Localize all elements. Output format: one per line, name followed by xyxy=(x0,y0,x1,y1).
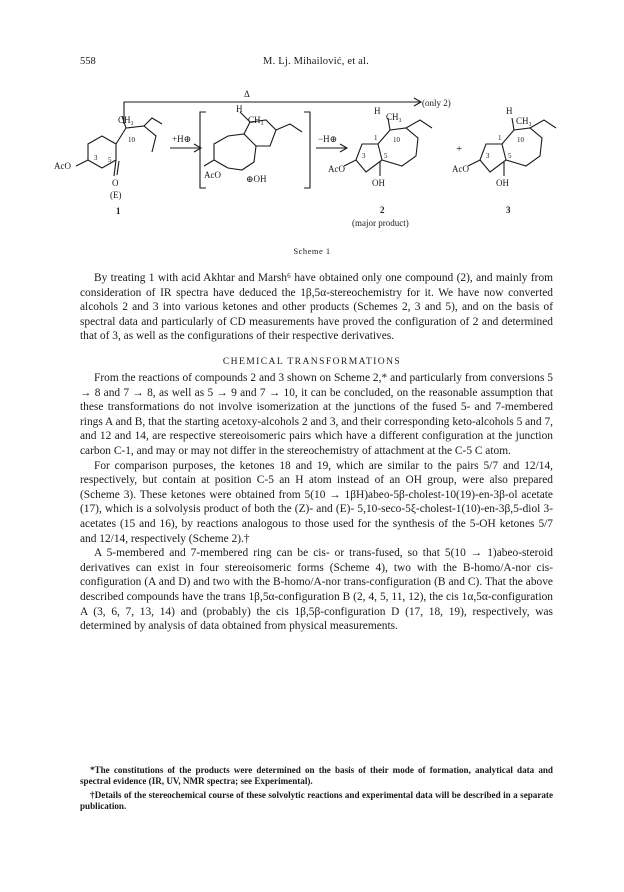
page-number: 558 xyxy=(80,56,96,67)
scheme-1-diagram xyxy=(0,0,624,250)
footnotes xyxy=(80,765,553,815)
atom-1-label-2: 1 xyxy=(374,134,378,142)
configuration-e-label: (E) xyxy=(110,190,122,200)
running-head: M. Lj. Mihailović, et al. xyxy=(263,56,369,67)
atom-1-label-3: 1 xyxy=(498,134,502,142)
atom-3-label-3: 3 xyxy=(486,152,490,160)
h-label-2: H xyxy=(374,106,381,116)
footnote-1: *The constitutions of the products were determined on the basis of their mode of formation, analytical data and spectral evidence (IR, UV, NMR spectra; see Experimental). xyxy=(80,765,553,787)
footnote-2: †Details of the stereochemical course of these solvolytic reactions and experimental data will be described in a separate publication. xyxy=(80,789,553,812)
acetoxy-label-1: AcO xyxy=(54,161,71,171)
hydroxyl-label-2: OH xyxy=(372,178,385,188)
structure-compound-2 xyxy=(344,118,432,176)
h-label-intermediate: H xyxy=(236,104,243,114)
atom-3-label-2: 3 xyxy=(362,152,366,160)
methyl-label-intermediate: CH₃ xyxy=(248,115,264,125)
hydroxyl-label-3: OH xyxy=(496,178,509,188)
major-product-note: (major product) xyxy=(352,218,409,228)
deprotonation-label: −H⊕ xyxy=(318,134,338,144)
compound-2-label: 2 xyxy=(380,205,385,215)
ketone-oxygen-label: O xyxy=(112,178,119,188)
structure-compound-1 xyxy=(76,116,162,176)
atom-10-label-2: 10 xyxy=(393,136,400,144)
heat-symbol: Δ xyxy=(244,89,250,99)
structure-compound-3 xyxy=(468,118,556,176)
acetoxy-label-3: AcO xyxy=(452,164,469,174)
protonation-label: +H⊕ xyxy=(172,134,192,144)
compound-3-label: 3 xyxy=(506,205,511,215)
atom-5-label-2: 5 xyxy=(384,152,388,160)
paragraph-2: From the reactions of compounds 2 and 3 shown on Scheme 2,* and particularly from conversions 5 → 8 and 7 → 8, as well as 5 → 9 and 7 → 10, it can be concluded, on the reasonable assumption that these transformations do not involve isomerization at the junctions of the fused 5- and 7-membered rings A and B, that the starting acetoxy-alcohols 2 and 3, and their corresponding keto-alcohols 5 and 7, and 12 and 14, are respective stereoisomeric pairs which have a different configuration at the junction carbon C-1, and may or may not differ in the stereochemistry of attachment at the C-5 C atom. xyxy=(80,372,553,457)
acetoxy-label-2: AcO xyxy=(328,164,345,174)
atom-3-label: 3 xyxy=(94,154,98,162)
paragraph-4: A 5-membered and 7-membered ring can be cis- or trans-fused, so that 5(10 → 1)abeo-steroid derivatives can exist in four stereoisomeric forms (Scheme 4), two with the B-homo/A-nor cis-configuration (A and D) and two with the B-homo/A-nor trans-configuration (B and C). That the above described compounds have the trans 1β,5α-configuration B (2, 4, 5, 11, 12), the cis 1α,5α-configuration A (3, 6, 7, 13, 14) and (probably) the cis 1β,5β-configuration D (17, 18, 19), respectively, was determined by analysis of data obtained from physical measurements. xyxy=(80,547,553,633)
intro-paragraph-block xyxy=(80,271,553,344)
paragraph-3: For comparison purposes, the ketones 18 and 19, which are similar to the pairs 5/7 and 12/14, respectively, but contain at position C-5 an H atom instead of an OH group, were also prepared (Scheme 3). These ketones were obtained from 5(10 → 1βH)abeo-5β-cholest-10(19)-en-3β-ol acetate (17), which is a solvolysis product of both the (Z)- and (E)- 5,10-seco-5ξ-cholest-1(10)-en-3β,5-diol 3-acetates (15 and 16), by reactions analogous to those used for the synthesis of the 5-OH ketones 5/7 and 12/14, respectively (Scheme 2).† xyxy=(80,459,553,545)
atom-10-label: 10 xyxy=(128,136,135,144)
atom-5-label: 5 xyxy=(108,156,112,164)
bracket-right xyxy=(304,112,310,188)
only-2-note: (only 2) xyxy=(422,98,451,108)
methyl-label-1: CH₃ xyxy=(118,115,134,125)
atom-10-label-3: 10 xyxy=(517,136,524,144)
methyl-label-2: CH₃ xyxy=(386,112,402,122)
section-heading: CHEMICAL TRANSFORMATIONS xyxy=(222,356,402,367)
plus-sign: + xyxy=(456,143,463,155)
main-text-block xyxy=(80,371,553,634)
oxocarbenium-label: ⊕OH xyxy=(246,174,267,184)
paragraph-1: By treating 1 with acid Akhtar and Marsh⁶ have obtained only one compound (2), and mainly from consideration of IR spectra have deduced the 1β,5α-stereochemistry for it. We have now converted alcohols 2 and 3 into various ketones and other products (Schemes 2, 3 and 5), and on the basis of spectral data and particularly of CD measurements have proved the configuration of 2 and determined that of 3, as well as the configurations of their respective derivatives. xyxy=(80,272,553,343)
compound-1-label: 1 xyxy=(116,206,121,216)
methyl-label-3: CH₃ xyxy=(516,116,532,126)
h-label-3: H xyxy=(506,106,513,116)
atom-5-label-3: 5 xyxy=(508,152,512,160)
acetoxy-label-intermediate: AcO xyxy=(204,170,221,180)
scheme-caption: Scheme 1 xyxy=(293,246,331,256)
